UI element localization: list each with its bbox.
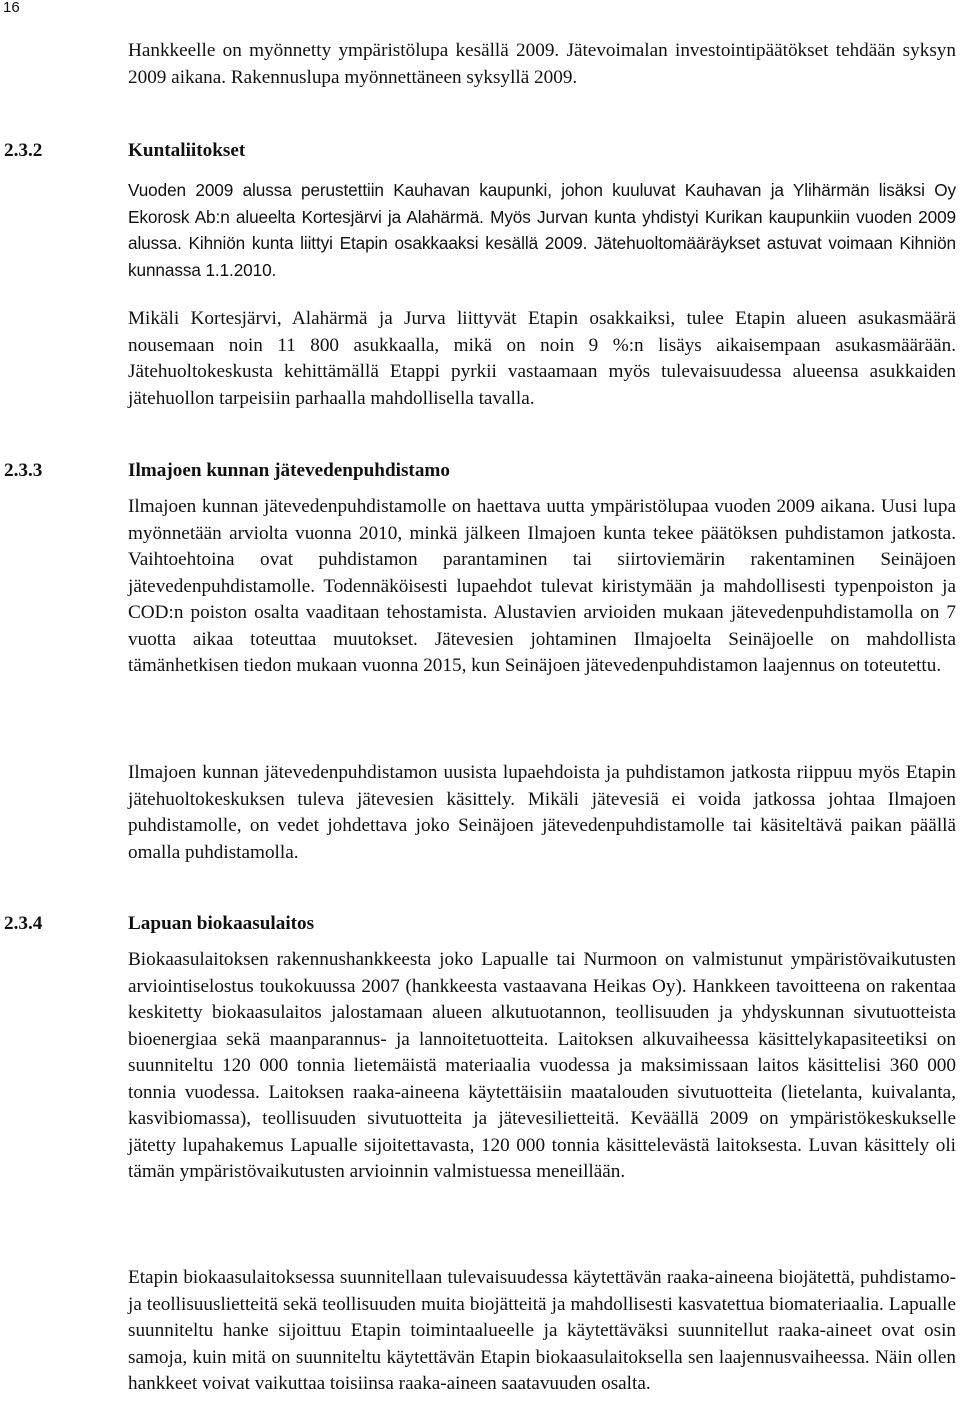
ilmajoki-paragraph-2: Ilmajoen kunnan jätevedenpuhdistamon uusista lupaehdoista ja puhdistamon jatkosta riippuu myös Etapin jätehuoltokeskuksen tuleva jätevesien käsittely. Mikäli jätevesiä ei voida jatkossa johtaa Ilmajoen puhdistamolle, on vedet johdettava joko Seinäjoen jätevedenpuhdistamolle tai käsiteltävä paikan päällä omalla puhdistamolla. [128,762,956,863]
section-heading: Lapuan biokaasulaitos [128,913,315,934]
section-number: 2.3.4 [4,913,43,934]
section-number: 2.3.3 [4,460,43,481]
ilmajoki-paragraph-1: Ilmajoen kunnan jätevedenpuhdistamolle on haettava uutta ympäristölupaa vuoden 2009 aikana. Uusi lupa myönnetään arviolta vuonna 2010, minkä jälkeen Ilmajoen kunta tekee päätöksen puhdistamon jatkosta. Vaihtoehtoina ovat puhdistamon parantaminen tai siirtoviemärin rakentaminen Seinäjoen jätevedenpuhdistamolle. Todennäköisesti lupaehdot tulevat kiristymään ja mahdollisesti typenpoiston ja COD:n poiston osalta vaaditaan tehostamista. Alustavien arvioiden mukaan jätevedenpuhdistamolla on 7 vuotta aikaa toteuttaa muutokset. Jätevesien johtaminen Ilmajoelta Seinäjoelle on mahdollista tämänhetkisen tiedon mukaan vuonna 2015, kun Seinäjoen jätevedenpuhdistamon laajennus on toteutettu. [128,496,956,676]
kuntaliitokset-paragraph-1: Vuoden 2009 alussa perustettiin Kauhavan kaupunki, johon kuuluvat Kauhavan ja Ylihärmän lisäksi Oy Ekorosk Ab:n alueelta Kortesjärvi ja Alahärmä. Myös Jurvan kunta yhdistyi Kurikan kaupunkiin vuoden 2009 alussa. Kihniön kunta liittyi Etapin osakkaaksi kesällä 2009. Jätehuoltomääräykset astuvat voimaan Kihniön kunnassa 1.1.2010. [128,180,956,280]
section-heading: Kuntaliitokset [128,140,246,161]
section-number: 2.3.2 [4,140,43,161]
page-number: 16 [3,0,20,16]
intro-paragraph: Hankkeelle on myönnetty ympäristölupa kesällä 2009. Jätevoimalan investointipäätökset tehdään syksyn 2009 aikana. Rakennuslupa myönnettäneen syksyllä 2009. [128,40,956,88]
biokaasu-paragraph-2: Etapin biokaasulaitoksessa suunnitellaan tulevaisuudessa käytettävän raaka-aineena biojätettä, puhdistamo- ja teollisuuslietteitä sekä teollisuuden muita biojätteitä ja mahdollisesti kasvatettua biomateriaalia. Lapualle suunniteltu hanke sijoittuu Etapin toimintaalueelle ja käytettäväksi suunnitellut raaka-aineet ovat osin samoja, kuin mitä on suunniteltu käytettävän Etapin biokaasulaitoksella sen laajennusvaiheessa. Näin ollen hankkeet voivat vaikuttaa toisiinsa raaka-aineen saatavuuden osalta. [128,1267,956,1394]
kuntaliitokset-paragraph-2: Mikäli Kortesjärvi, Alahärmä ja Jurva liittyvät Etapin osakkaiksi, tulee Etapin alueen asukasmäärä nousemaan noin 11 800 asukkaalla, mikä on noin 9 %:n lisäys aikaisempaan asukasmäärään. Jätehuoltokeskusta kehittämällä Etappi pyrkii vastaamaan myös tulevaisuudessa alueensa asukkaiden jätehuollon tarpeisiin parhaalla mahdollisella tavalla. [128,308,956,409]
biokaasu-paragraph-1: Biokaasulaitoksen rakennushankkeesta joko Lapualle tai Nurmoon on valmistunut ympäristövaikutusten arviointiselostus toukokuussa 2007 (hankkeesta vastaavana Heikas Oy). Hankkeen tavoitteena on rakentaa keskitetty biokaasulaitos jalostamaan alueen alkutuotannon, teollisuuden ja yhdyskunnan sivutuotteista bioenergiaa sekä maanparannus- ja lannoitetuotteita. Laitoksen alkuvaiheessa käsittelykapasiteetiksi on suunniteltu 120 000 tonnia lietemäistä materiaalia vuodessa ja maksimissaan laitos käsittelisi 360 000 tonnia vuodessa. Laitoksen raaka-aineena käytettäisiin maatalouden sivutuotteita (lietelanta, kuivalanta, kasvibiomassa), teollisuuden sivutuotteita ja jätevesilietteitä. Keväällä 2009 on ympäristökeskukselle jätetty lupahakemus Lapualle sijoitettavasta, 120 000 tonnia käsittelevästä laitoksesta. Luvan käsittely oli tämän ympäristövaikutusten arvioinnin valmistuessa meneillään. [128,949,956,1182]
section-heading: Ilmajoen kunnan jätevedenpuhdistamo [128,460,450,481]
